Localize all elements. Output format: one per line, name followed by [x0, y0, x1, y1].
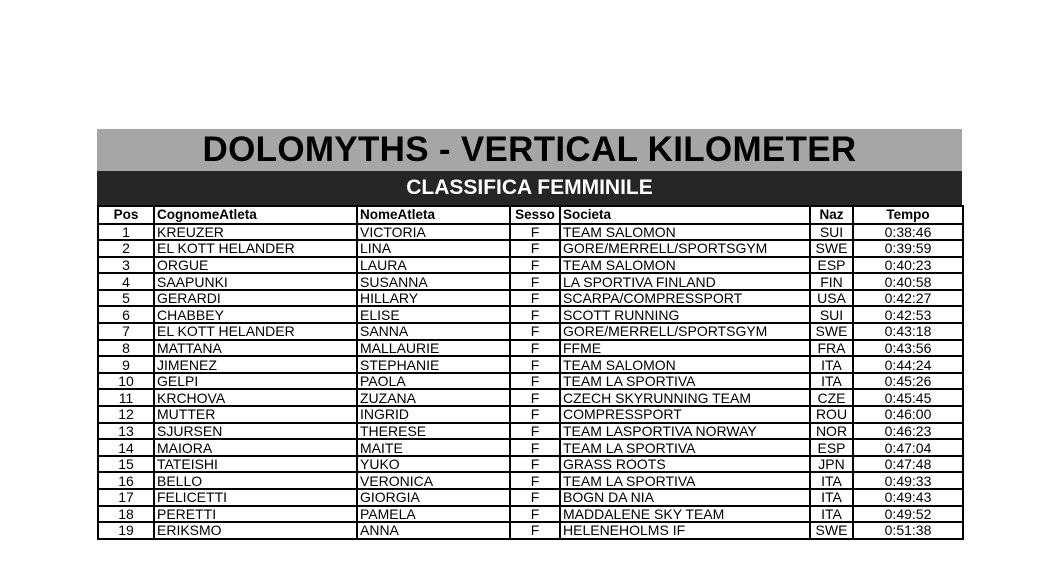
- cell-naz: SWE: [810, 323, 853, 340]
- cell-tempo: 0:45:45: [853, 389, 963, 406]
- cell-pos: 12: [98, 406, 154, 423]
- header-cognome: CognomeAtleta: [154, 206, 357, 224]
- cell-naz: ITA: [810, 506, 853, 523]
- cell-sesso: F: [510, 423, 560, 440]
- cell-societa: TEAM LA SPORTIVA: [560, 373, 810, 390]
- cell-sesso: F: [510, 472, 560, 489]
- cell-cognome: GELPI: [154, 373, 357, 390]
- cell-tempo: 0:43:18: [853, 323, 963, 340]
- cell-nome: ELISE: [357, 306, 510, 323]
- cell-societa: BOGN DA NIA: [560, 489, 810, 506]
- cell-tempo: 0:40:58: [853, 273, 963, 290]
- cell-sesso: F: [510, 290, 560, 307]
- cell-societa: GORE/MERRELL/SPORTSGYM: [560, 240, 810, 257]
- cell-cognome: EL KOTT HELANDER: [154, 323, 357, 340]
- header-pos: Pos: [98, 206, 154, 224]
- cell-naz: ITA: [810, 356, 853, 373]
- cell-nome: YUKO: [357, 456, 510, 473]
- cell-societa: LA SPORTIVA FINLAND: [560, 273, 810, 290]
- cell-nome: ZUZANA: [357, 389, 510, 406]
- cell-nome: MAITE: [357, 439, 510, 456]
- cell-tempo: 0:43:56: [853, 340, 963, 357]
- cell-societa: MADDALENE SKY TEAM: [560, 506, 810, 523]
- cell-pos: 19: [98, 522, 154, 539]
- cell-sesso: F: [510, 406, 560, 423]
- cell-nome: LINA: [357, 240, 510, 257]
- table-row: [98, 439, 963, 456]
- table-row: [98, 456, 963, 473]
- cell-sesso: F: [510, 522, 560, 539]
- table-row: [98, 506, 963, 523]
- cell-cognome: FELICETTI: [154, 489, 357, 506]
- header-sesso: Sesso: [510, 206, 560, 224]
- cell-cognome: MAIORA: [154, 439, 357, 456]
- cell-tempo: 0:38:46: [853, 224, 963, 241]
- cell-sesso: F: [510, 240, 560, 257]
- cell-sesso: F: [510, 323, 560, 340]
- cell-sesso: F: [510, 306, 560, 323]
- cell-societa: COMPRESSPORT: [560, 406, 810, 423]
- cell-tempo: 0:49:43: [853, 489, 963, 506]
- results-table: [97, 205, 964, 540]
- table-row: [98, 472, 963, 489]
- cell-sesso: F: [510, 389, 560, 406]
- cell-naz: ITA: [810, 373, 853, 390]
- cell-pos: 1: [98, 224, 154, 241]
- cell-societa: TEAM SALOMON: [560, 257, 810, 274]
- cell-sesso: F: [510, 224, 560, 241]
- cell-tempo: 0:51:38: [853, 522, 963, 539]
- cell-sesso: F: [510, 356, 560, 373]
- cell-pos: 13: [98, 423, 154, 440]
- cell-nome: SUSANNA: [357, 273, 510, 290]
- cell-naz: USA: [810, 290, 853, 307]
- cell-cognome: BELLO: [154, 472, 357, 489]
- cell-pos: 17: [98, 489, 154, 506]
- cell-pos: 8: [98, 340, 154, 357]
- page-subtitle: CLASSIFICA FEMMINILE: [97, 171, 962, 205]
- cell-nome: MALLAURIE: [357, 340, 510, 357]
- cell-cognome: ORGUE: [154, 257, 357, 274]
- cell-pos: 5: [98, 290, 154, 307]
- cell-pos: 18: [98, 506, 154, 523]
- cell-societa: HELENEHOLMS IF: [560, 522, 810, 539]
- cell-tempo: 0:42:27: [853, 290, 963, 307]
- cell-naz: SWE: [810, 522, 853, 539]
- cell-societa: TEAM SALOMON: [560, 356, 810, 373]
- cell-nome: PAOLA: [357, 373, 510, 390]
- cell-naz: ESP: [810, 439, 853, 456]
- cell-nome: ANNA: [357, 522, 510, 539]
- table-row: [98, 406, 963, 423]
- cell-cognome: PERETTI: [154, 506, 357, 523]
- cell-naz: FRA: [810, 340, 853, 357]
- cell-cognome: MATTANA: [154, 340, 357, 357]
- table-row: [98, 373, 963, 390]
- cell-tempo: 0:47:04: [853, 439, 963, 456]
- cell-nome: VERONICA: [357, 472, 510, 489]
- table-row: [98, 257, 963, 274]
- cell-societa: TEAM LASPORTIVA NORWAY: [560, 423, 810, 440]
- cell-nome: LAURA: [357, 257, 510, 274]
- cell-naz: CZE: [810, 389, 853, 406]
- cell-sesso: F: [510, 489, 560, 506]
- cell-cognome: KRCHOVA: [154, 389, 357, 406]
- cell-pos: 10: [98, 373, 154, 390]
- cell-sesso: F: [510, 257, 560, 274]
- cell-nome: SANNA: [357, 323, 510, 340]
- cell-pos: 2: [98, 240, 154, 257]
- table-row: [98, 389, 963, 406]
- page-title: DOLOMYTHS - VERTICAL KILOMETER: [97, 129, 962, 171]
- header-nome: NomeAtleta: [357, 206, 510, 224]
- cell-nome: THERESE: [357, 423, 510, 440]
- cell-naz: ROU: [810, 406, 853, 423]
- cell-tempo: 0:46:00: [853, 406, 963, 423]
- table-row: [98, 323, 963, 340]
- cell-pos: 7: [98, 323, 154, 340]
- cell-societa: SCARPA/COMPRESSPORT: [560, 290, 810, 307]
- cell-nome: PAMELA: [357, 506, 510, 523]
- cell-cognome: CHABBEY: [154, 306, 357, 323]
- cell-societa: CZECH SKYRUNNING TEAM: [560, 389, 810, 406]
- cell-tempo: 0:44:24: [853, 356, 963, 373]
- table-row: [98, 224, 963, 241]
- cell-cognome: JIMENEZ: [154, 356, 357, 373]
- cell-pos: 9: [98, 356, 154, 373]
- cell-sesso: F: [510, 439, 560, 456]
- cell-societa: GORE/MERRELL/SPORTSGYM: [560, 323, 810, 340]
- table-row: [98, 489, 963, 506]
- cell-cognome: SJURSEN: [154, 423, 357, 440]
- cell-tempo: 0:49:33: [853, 472, 963, 489]
- cell-tempo: 0:49:52: [853, 506, 963, 523]
- cell-societa: SCOTT RUNNING: [560, 306, 810, 323]
- table-row: [98, 356, 963, 373]
- cell-societa: GRASS ROOTS: [560, 456, 810, 473]
- table-row: [98, 340, 963, 357]
- header-tempo: Tempo: [853, 206, 963, 224]
- cell-pos: 11: [98, 389, 154, 406]
- cell-cognome: GERARDI: [154, 290, 357, 307]
- cell-cognome: SAAPUNKI: [154, 273, 357, 290]
- cell-naz: NOR: [810, 423, 853, 440]
- cell-sesso: F: [510, 340, 560, 357]
- cell-societa: TEAM LA SPORTIVA: [560, 439, 810, 456]
- cell-tempo: 0:39:59: [853, 240, 963, 257]
- cell-sesso: F: [510, 273, 560, 290]
- cell-societa: TEAM LA SPORTIVA: [560, 472, 810, 489]
- cell-naz: ITA: [810, 472, 853, 489]
- cell-naz: SWE: [810, 240, 853, 257]
- table-row: [98, 522, 963, 539]
- cell-nome: HILLARY: [357, 290, 510, 307]
- cell-naz: JPN: [810, 456, 853, 473]
- cell-societa: FFME: [560, 340, 810, 357]
- cell-tempo: 0:42:53: [853, 306, 963, 323]
- cell-sesso: F: [510, 456, 560, 473]
- cell-cognome: ERIKSMO: [154, 522, 357, 539]
- cell-cognome: EL KOTT HELANDER: [154, 240, 357, 257]
- cell-naz: SUI: [810, 224, 853, 241]
- cell-nome: STEPHANIE: [357, 356, 510, 373]
- cell-naz: FIN: [810, 273, 853, 290]
- cell-pos: 4: [98, 273, 154, 290]
- table-row: [98, 290, 963, 307]
- cell-naz: ITA: [810, 489, 853, 506]
- cell-pos: 6: [98, 306, 154, 323]
- header-naz: Naz: [810, 206, 853, 224]
- cell-nome: INGRID: [357, 406, 510, 423]
- cell-societa: TEAM SALOMON: [560, 224, 810, 241]
- cell-nome: VICTORIA: [357, 224, 510, 241]
- cell-cognome: MUTTER: [154, 406, 357, 423]
- table-header-row: [98, 206, 963, 224]
- table-row: [98, 306, 963, 323]
- cell-pos: 3: [98, 257, 154, 274]
- cell-naz: ESP: [810, 257, 853, 274]
- table-row: [98, 273, 963, 290]
- cell-tempo: 0:45:26: [853, 373, 963, 390]
- cell-tempo: 0:47:48: [853, 456, 963, 473]
- cell-sesso: F: [510, 506, 560, 523]
- table-row: [98, 423, 963, 440]
- cell-pos: 14: [98, 439, 154, 456]
- cell-nome: GIORGIA: [357, 489, 510, 506]
- cell-tempo: 0:46:23: [853, 423, 963, 440]
- header-societa: Societa: [560, 206, 810, 224]
- results-body: [98, 224, 963, 539]
- cell-naz: SUI: [810, 306, 853, 323]
- table-row: [98, 240, 963, 257]
- cell-tempo: 0:40:23: [853, 257, 963, 274]
- results-sheet: [97, 129, 962, 540]
- cell-pos: 15: [98, 456, 154, 473]
- cell-pos: 16: [98, 472, 154, 489]
- cell-sesso: F: [510, 373, 560, 390]
- cell-cognome: KREUZER: [154, 224, 357, 241]
- cell-cognome: TATEISHI: [154, 456, 357, 473]
